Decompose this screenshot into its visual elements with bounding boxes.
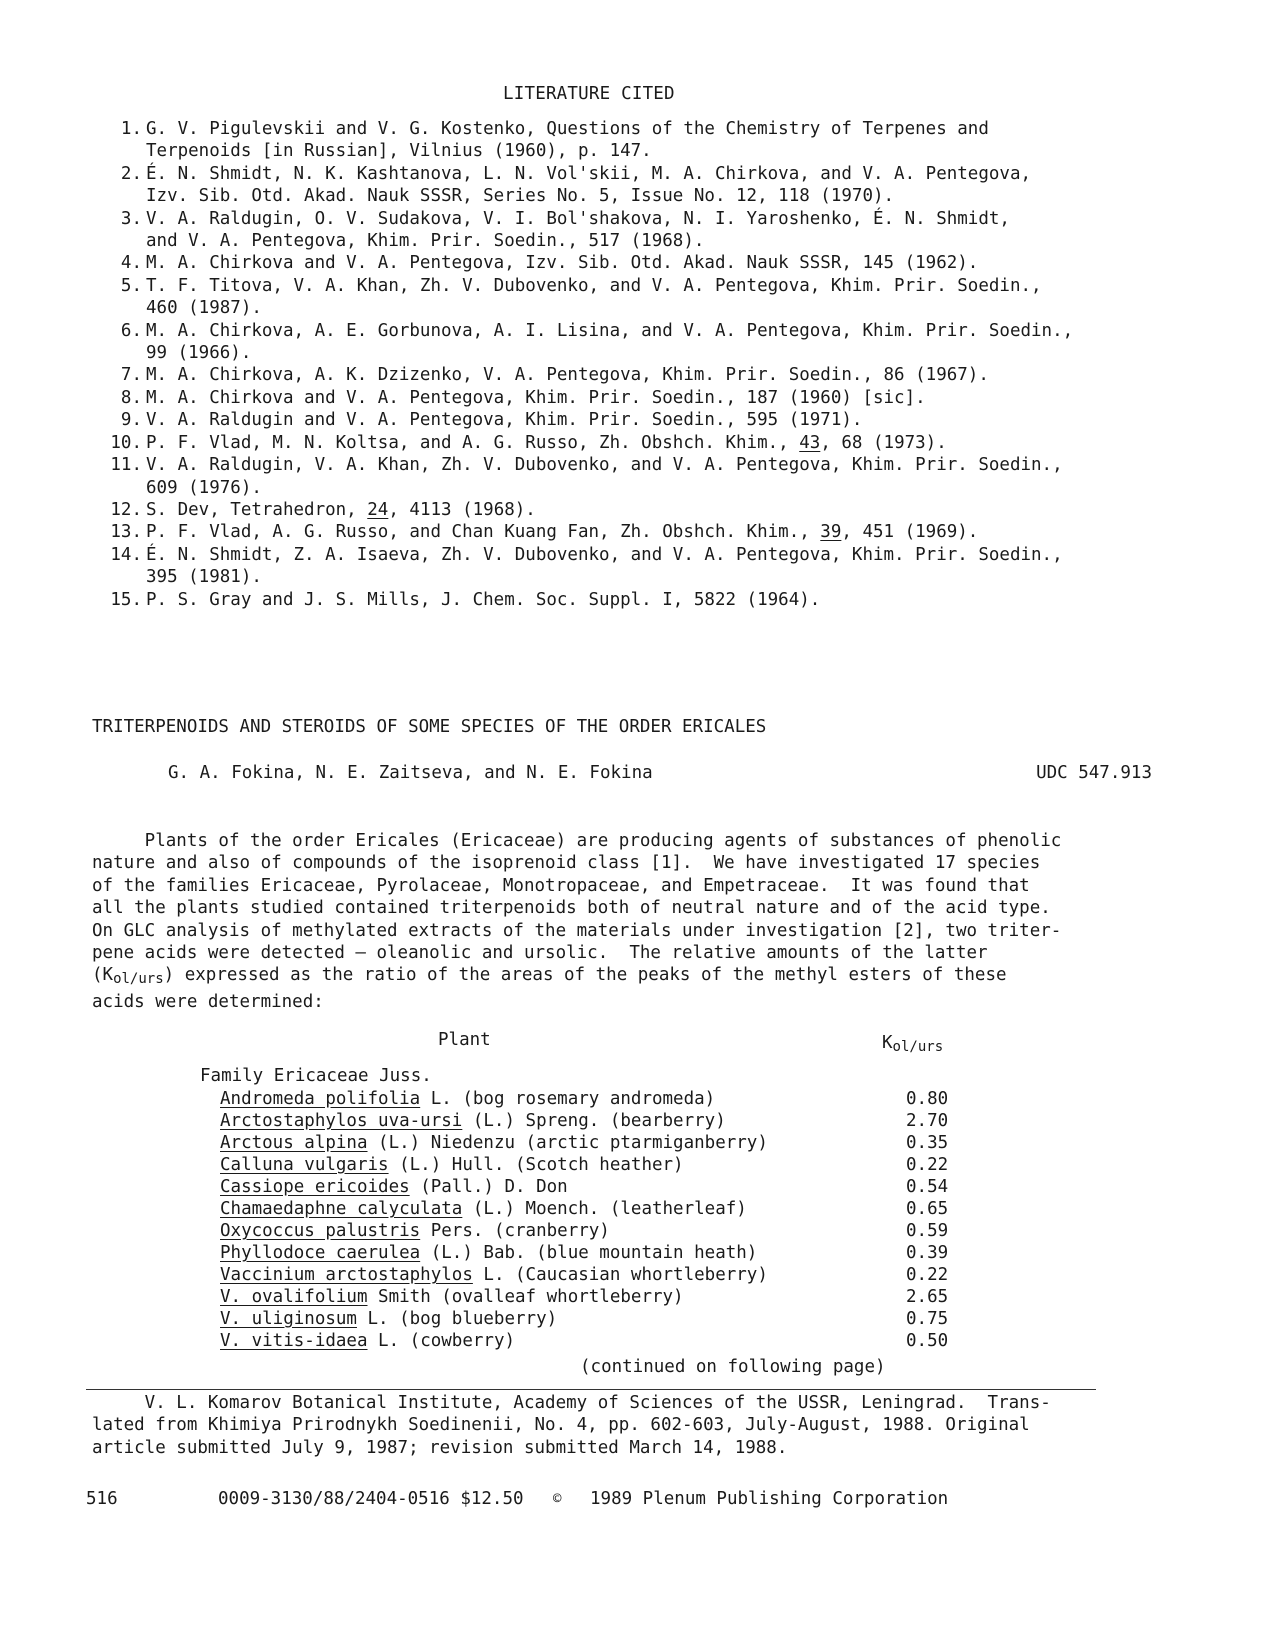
table-row — [220, 1176, 980, 1198]
abstract-k-symbol: (K — [92, 965, 114, 986]
species-details: (L.) Moench. (leatherleaf) — [462, 1199, 747, 1219]
reference-line: 609 (1976). — [146, 477, 262, 498]
species-details: (L.) Niedenzu (arctic ptarmiganberry) — [367, 1133, 768, 1153]
footnote-divider — [86, 1389, 1096, 1390]
reference-text — [142, 387, 1172, 409]
k-value: 0.59 — [906, 1221, 949, 1241]
k-value: 0.39 — [906, 1243, 949, 1263]
reference-number: 11. — [110, 455, 142, 476]
reference-line: Izv. Sib. Otd. Akad. Nauk SSSR, Series No. 5, Issue No. 12, 118 (1970). — [146, 186, 895, 207]
reference-text-part: P. F. Vlad, M. N. Koltsa, and A. G. Russo, Zh. Obshch. Khim., — [146, 432, 800, 453]
table-row — [220, 1110, 980, 1132]
table-row — [220, 1242, 980, 1264]
species-name: Andromeda polifolia — [220, 1089, 421, 1109]
column-header-k — [882, 1033, 943, 1055]
species-details: L. (Caucasian whortleberry) — [472, 1265, 768, 1285]
reference-line: 99 (1966). — [146, 343, 252, 364]
reference-volume: 43 — [799, 432, 821, 453]
reference-number: 4. — [120, 253, 142, 274]
table-row — [220, 1308, 980, 1330]
reference-text — [142, 275, 1172, 320]
species-name: V. ovalifolium — [220, 1287, 368, 1307]
species-name: Vaccinium arctostaphylos — [220, 1265, 473, 1285]
reference-line — [146, 433, 947, 453]
reference-list — [92, 118, 1172, 611]
reference-text-part: , 451 (1969). — [841, 522, 979, 543]
species-name: Cassiope ericoides — [220, 1177, 410, 1197]
footer-code: 0009-3130/88/2404-0516 $12.50 — [218, 1489, 524, 1509]
species-details: (L.) Spreng. (bearberry) — [462, 1111, 726, 1131]
reference-text-part: , 68 (1973). — [820, 432, 947, 453]
udc-code: UDC 547.913 — [1036, 763, 1152, 783]
table-row — [220, 1264, 980, 1286]
page-number: 516 — [86, 1489, 118, 1509]
species-details: L. (bog blueberry) — [356, 1309, 558, 1329]
reference-text — [142, 521, 1172, 543]
reference-item — [92, 454, 1172, 499]
reference-text-part: S. Dev, Tetrahedron, — [146, 499, 368, 520]
reference-line: É. N. Shmidt, N. K. Kashtanova, L. N. Vol'skii, M. A. Chirkova, and V. A. Pentegova, — [146, 163, 1032, 184]
reference-item — [92, 432, 1172, 454]
reference-text — [142, 544, 1172, 589]
abstract-line: On GLC analysis of methylated extracts of the materials under investigation [2], two triter- — [92, 920, 1062, 941]
reference-text — [142, 454, 1172, 499]
reference-number: 1. — [120, 119, 142, 139]
reference-item — [92, 409, 1172, 431]
reference-line: V. A. Raldugin and V. A. Pentegova, Khim. Prir. Soedin., 595 (1971). — [146, 410, 863, 431]
reference-text — [142, 499, 1172, 521]
reference-text — [142, 589, 1172, 611]
k-value: 0.22 — [906, 1155, 949, 1175]
reference-text — [142, 252, 1172, 274]
reference-number: 2. — [120, 163, 142, 184]
species-name: Arctostaphylos uva-ursi — [220, 1111, 463, 1131]
species-details: (L.) Hull. (Scotch heather) — [388, 1155, 684, 1175]
reference-text-part: , 4113 (1968). — [388, 499, 536, 520]
abstract-k-subscript: ol/urs — [113, 971, 164, 988]
species-name: V. uliginosum — [220, 1309, 357, 1329]
table-row — [220, 1198, 980, 1220]
copyright-icon: © — [553, 1491, 562, 1507]
reference-number: 15. — [110, 589, 142, 610]
abstract-line: pene acids were detected — oleanolic and ursolic. The relative amounts of the latter — [92, 943, 988, 964]
reference-line: V. A. Raldugin, O. V. Sudakova, V. I. Bol'shakova, N. I. Yaroshenko, É. N. Shmidt, — [146, 208, 1010, 229]
table-row — [220, 1154, 980, 1176]
species-details: L. (cowberry) — [367, 1331, 516, 1351]
species-name: Phyllodoce caerulea — [220, 1243, 421, 1263]
reference-number: 7. — [120, 365, 142, 386]
reference-item — [92, 275, 1172, 320]
reference-line — [146, 500, 536, 520]
reference-number: 13. — [110, 522, 142, 543]
table-rows — [220, 1088, 980, 1352]
reference-item — [92, 521, 1172, 543]
reference-number: 6. — [120, 320, 142, 341]
abstract-line: nature and also of compounds of the isoprenoid class [1]. We have investigated 17 species — [92, 853, 1041, 874]
reference-item — [92, 320, 1172, 365]
k-value: 2.65 — [906, 1287, 949, 1307]
reference-text — [142, 364, 1172, 386]
reference-number: 9. — [120, 410, 142, 431]
reference-item — [92, 387, 1172, 409]
footnote-line: V. L. Komarov Botanical Institute, Academy of Sciences of the USSR, Leningrad. Trans- — [92, 1393, 1051, 1413]
reference-line: and V. A. Pentegova, Khim. Prir. Soedin., 517 (1968). — [146, 231, 705, 252]
abstract-line: of the families Ericaceae, Pyrolaceae, Monotropaceae, and Empetraceae. It was found that — [92, 875, 1030, 896]
reference-number: 3. — [120, 208, 142, 229]
k-value: 0.54 — [906, 1177, 949, 1197]
reference-item — [92, 544, 1172, 589]
reference-line: 395 (1981). — [146, 567, 262, 588]
reference-text — [142, 118, 1172, 163]
reference-item — [92, 499, 1172, 521]
table-row — [220, 1286, 980, 1308]
k-value: 0.75 — [906, 1309, 949, 1329]
species-name: Chamaedaphne calyculata — [220, 1199, 463, 1219]
reference-line: É. N. Shmidt, Z. A. Isaeva, Zh. V. Dubovenko, and V. A. Pentegova, Khim. Prir. Soedin., — [146, 544, 1063, 565]
k-value: 0.35 — [906, 1133, 949, 1153]
k-value: 0.80 — [906, 1089, 949, 1109]
reference-text — [142, 163, 1172, 208]
species-details: Smith (ovalleaf whortleberry) — [367, 1287, 684, 1307]
abstract-line: all the plants studied contained triterpenoids both of neutral nature and of the acid type. — [92, 898, 1051, 919]
table-row — [220, 1088, 980, 1110]
reference-item — [92, 208, 1172, 253]
reference-line: G. V. Pigulevskii and V. G. Kostenko, Questions of the Chemistry of Terpenes and — [146, 119, 989, 139]
reference-number: 12. — [110, 499, 142, 520]
reference-number: 14. — [110, 544, 142, 565]
species-details: (Pall.) D. Don — [409, 1177, 568, 1197]
column-header-plant: Plant — [438, 1030, 491, 1050]
footnote-line: lated from Khimiya Prirodnykh Soedinenii, No. 4, pp. 602-603, July-August, 1988. Original — [92, 1415, 1030, 1436]
family-label: Family Ericaceae Juss. — [200, 1066, 432, 1086]
reference-line: T. F. Titova, V. A. Khan, Zh. V. Dubovenko, and V. A. Pentegova, Khim. Prir. Soedin., — [146, 275, 1042, 296]
abstract-line: acids were determined: — [92, 991, 324, 1012]
reference-line: M. A. Chirkova and V. A. Pentegova, Izv. Sib. Otd. Akad. Nauk SSSR, 145 (1962). — [146, 253, 979, 274]
abstract-paragraph — [92, 830, 1152, 1013]
reference-line: P. S. Gray and J. S. Mills, J. Chem. Soc. Suppl. I, 5822 (1964). — [146, 589, 821, 610]
reference-item — [92, 589, 1172, 611]
k-value: 0.22 — [906, 1265, 949, 1285]
footer-publisher: 1989 Plenum Publishing Corporation — [590, 1489, 949, 1509]
reference-line: M. A. Chirkova, A. K. Dzizenko, V. A. Pentegova, Khim. Prir. Soedin., 86 (1967). — [146, 365, 989, 386]
reference-line: M. A. Chirkova, A. E. Gorbunova, A. I. Lisina, and V. A. Pentegova, Khim. Prir. Soedin., — [146, 320, 1074, 341]
table-row — [220, 1220, 980, 1242]
k-symbol: K — [882, 1033, 893, 1053]
species-name: Oxycoccus palustris — [220, 1221, 421, 1241]
abstract-text: ) expressed as the ratio of the areas of the peaks of the methyl esters of these — [163, 965, 1007, 986]
footnote — [92, 1392, 1092, 1459]
footnote-line: article submitted July 9, 1987; revision submitted March 14, 1988. — [92, 1437, 788, 1458]
reference-number: 8. — [120, 387, 142, 408]
reference-line — [146, 522, 978, 542]
table-row — [220, 1330, 980, 1352]
article-authors: G. A. Fokina, N. E. Zaitseva, and N. E. Fokina — [168, 763, 653, 783]
species-name: Calluna vulgaris — [220, 1155, 389, 1175]
k-value: 0.50 — [906, 1331, 949, 1351]
species-details: (L.) Bab. (blue mountain heath) — [420, 1243, 758, 1263]
reference-line: 460 (1987). — [146, 298, 262, 319]
reference-line: Terpenoids [in Russian], Vilnius (1960), p. 147. — [146, 141, 652, 162]
reference-text — [142, 208, 1172, 253]
literature-heading: LITERATURE CITED — [503, 84, 675, 104]
reference-item — [92, 364, 1172, 386]
k-value: 0.65 — [906, 1199, 949, 1219]
continued-note: (continued on following page) — [580, 1357, 886, 1377]
reference-text — [142, 320, 1172, 365]
species-name: Arctous alpina — [220, 1133, 368, 1153]
reference-number: 10. — [110, 432, 142, 453]
reference-text — [142, 432, 1172, 454]
reference-volume: 24 — [367, 499, 389, 520]
reference-volume: 39 — [820, 522, 842, 543]
reference-line: M. A. Chirkova and V. A. Pentegova, Khim. Prir. Soedin., 187 (1960) [sic]. — [146, 387, 926, 408]
reference-line: V. A. Raldugin, V. A. Khan, Zh. V. Dubovenko, and V. A. Pentegova, Khim. Prir. Soedin., — [146, 455, 1063, 476]
reference-text — [142, 409, 1172, 431]
reference-item — [92, 163, 1172, 208]
reference-item — [92, 118, 1172, 163]
species-name: V. vitis-idaea — [220, 1331, 368, 1351]
reference-number: 5. — [120, 275, 142, 296]
reference-text-part: P. F. Vlad, A. G. Russo, and Chan Kuang Fan, Zh. Obshch. Khim., — [146, 522, 821, 543]
abstract-line — [92, 964, 1152, 990]
k-value: 2.70 — [906, 1111, 949, 1131]
k-subscript: ol/urs — [892, 1039, 944, 1055]
species-details: Pers. (cranberry) — [420, 1221, 610, 1241]
table-row — [220, 1132, 980, 1154]
article-title: TRITERPENOIDS AND STEROIDS OF SOME SPECIES OF THE ORDER ERICALES — [92, 717, 767, 737]
reference-item — [92, 252, 1172, 274]
species-details: L. (bog rosemary andromeda) — [420, 1089, 716, 1109]
abstract-line: Plants of the order Ericales (Ericaceae) are producing agents of substances of phenolic — [92, 831, 1062, 851]
